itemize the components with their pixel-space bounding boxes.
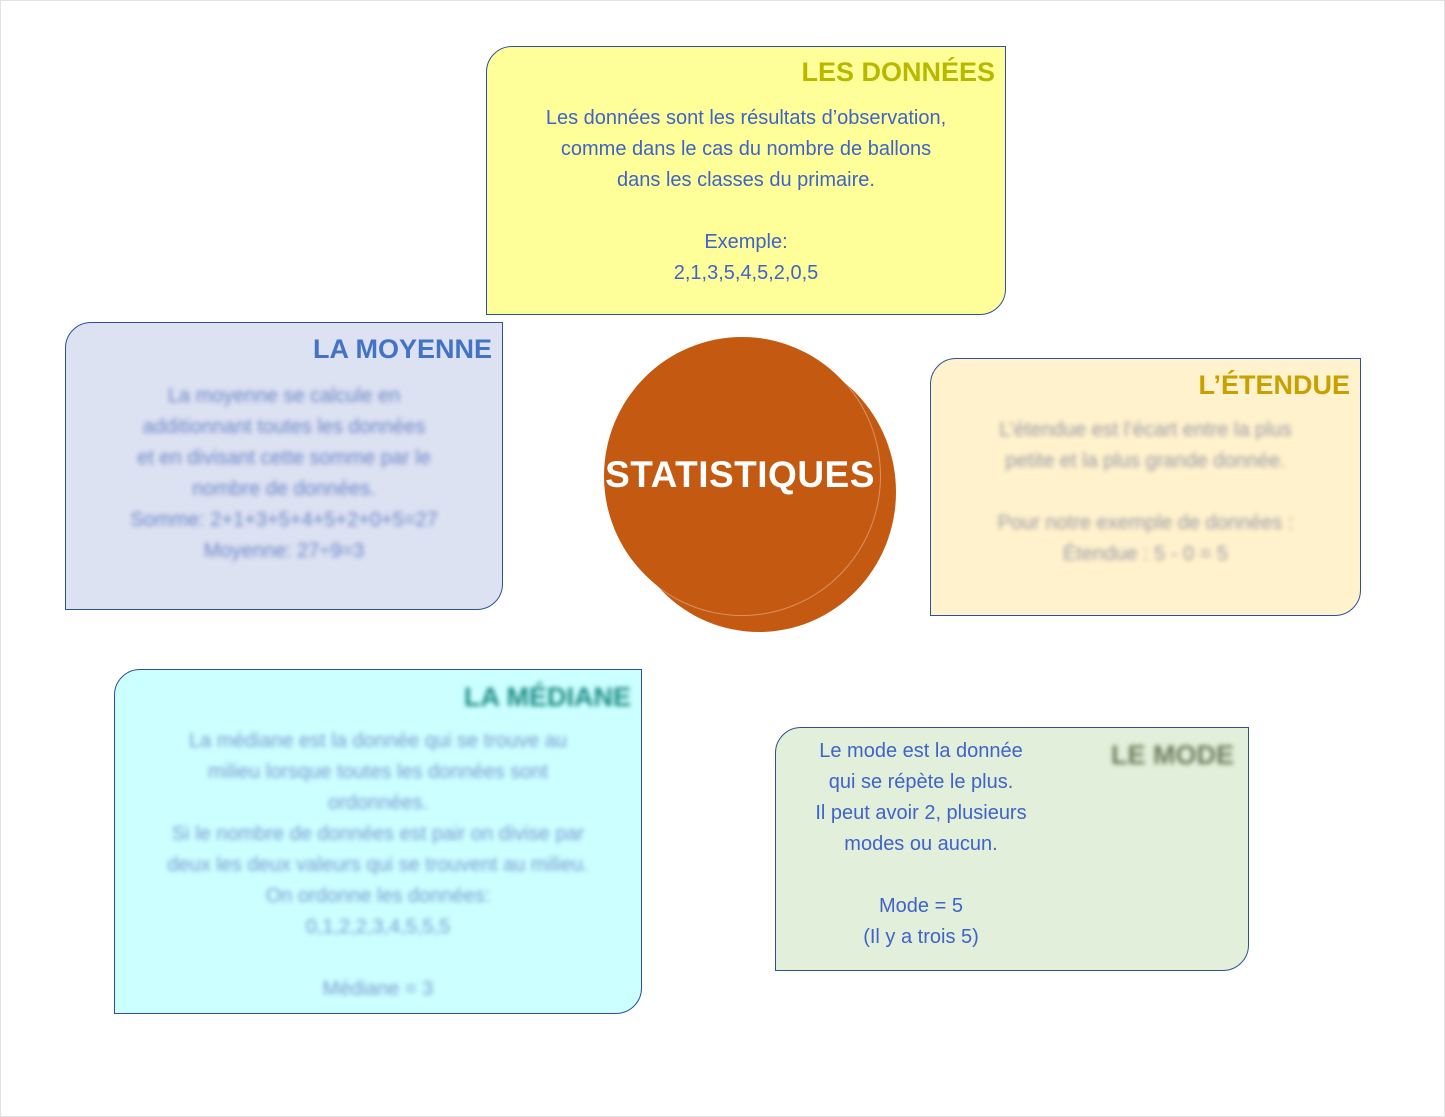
card-la-mediane — [114, 669, 642, 1014]
card-title-la-mediane: LA MÉDIANE — [464, 682, 631, 712]
card-body-l-etendue: L’étendue est l’écart entre la plus petite et la plus grande donnée. Pour notre exemple de données : Étendue : 5 - 0 = 5 — [997, 419, 1294, 565]
card-body-la-moyenne: La moyenne se calcule en additionnant toutes les données et en divisant cette somme par le nombre de données. Somme: 2+1+3+5+4+5+2+0+5=27 Moyenne: 27÷9=3 — [130, 385, 438, 562]
card-body-les-donnees: Les données sont les résultats d’observation, comme dans le cas du nombre de ballons dans les classes du primaire. Exemple: 2,1,3,5,4,5,2,0,5 — [545, 107, 947, 284]
card-title-l-etendue: L’ÉTENDUE — [1198, 370, 1350, 400]
card-title-le-mode: LE MODE — [1110, 740, 1234, 770]
center-title: STATISTIQUES — [605, 454, 875, 495]
card-la-moyenne — [65, 322, 503, 610]
card-title-les-donnees: LES DONNÉES — [801, 57, 995, 87]
card-l-etendue — [930, 358, 1361, 616]
card-body-le-mode: Le mode est la donnée qui se répète le plus. Il peut avoir 2, plusieurs modes ou aucun. Mode = 5 (Il y a trois 5) — [815, 740, 1027, 948]
card-les-donnees — [486, 46, 1006, 315]
card-le-mode — [775, 727, 1249, 971]
card-title-la-moyenne: LA MOYENNE — [312, 334, 492, 364]
card-body-la-mediane: La médiane est la donnée qui se trouve au milieu lorsque toutes les données sont ordonnées. Si le nombre de données est pair on divise par deux les deux valeurs qui se trouvent au milieu. On ordonne les données: 0,1,2,2,3,4,5,5,5 Médiane = 3 — [167, 730, 589, 1000]
